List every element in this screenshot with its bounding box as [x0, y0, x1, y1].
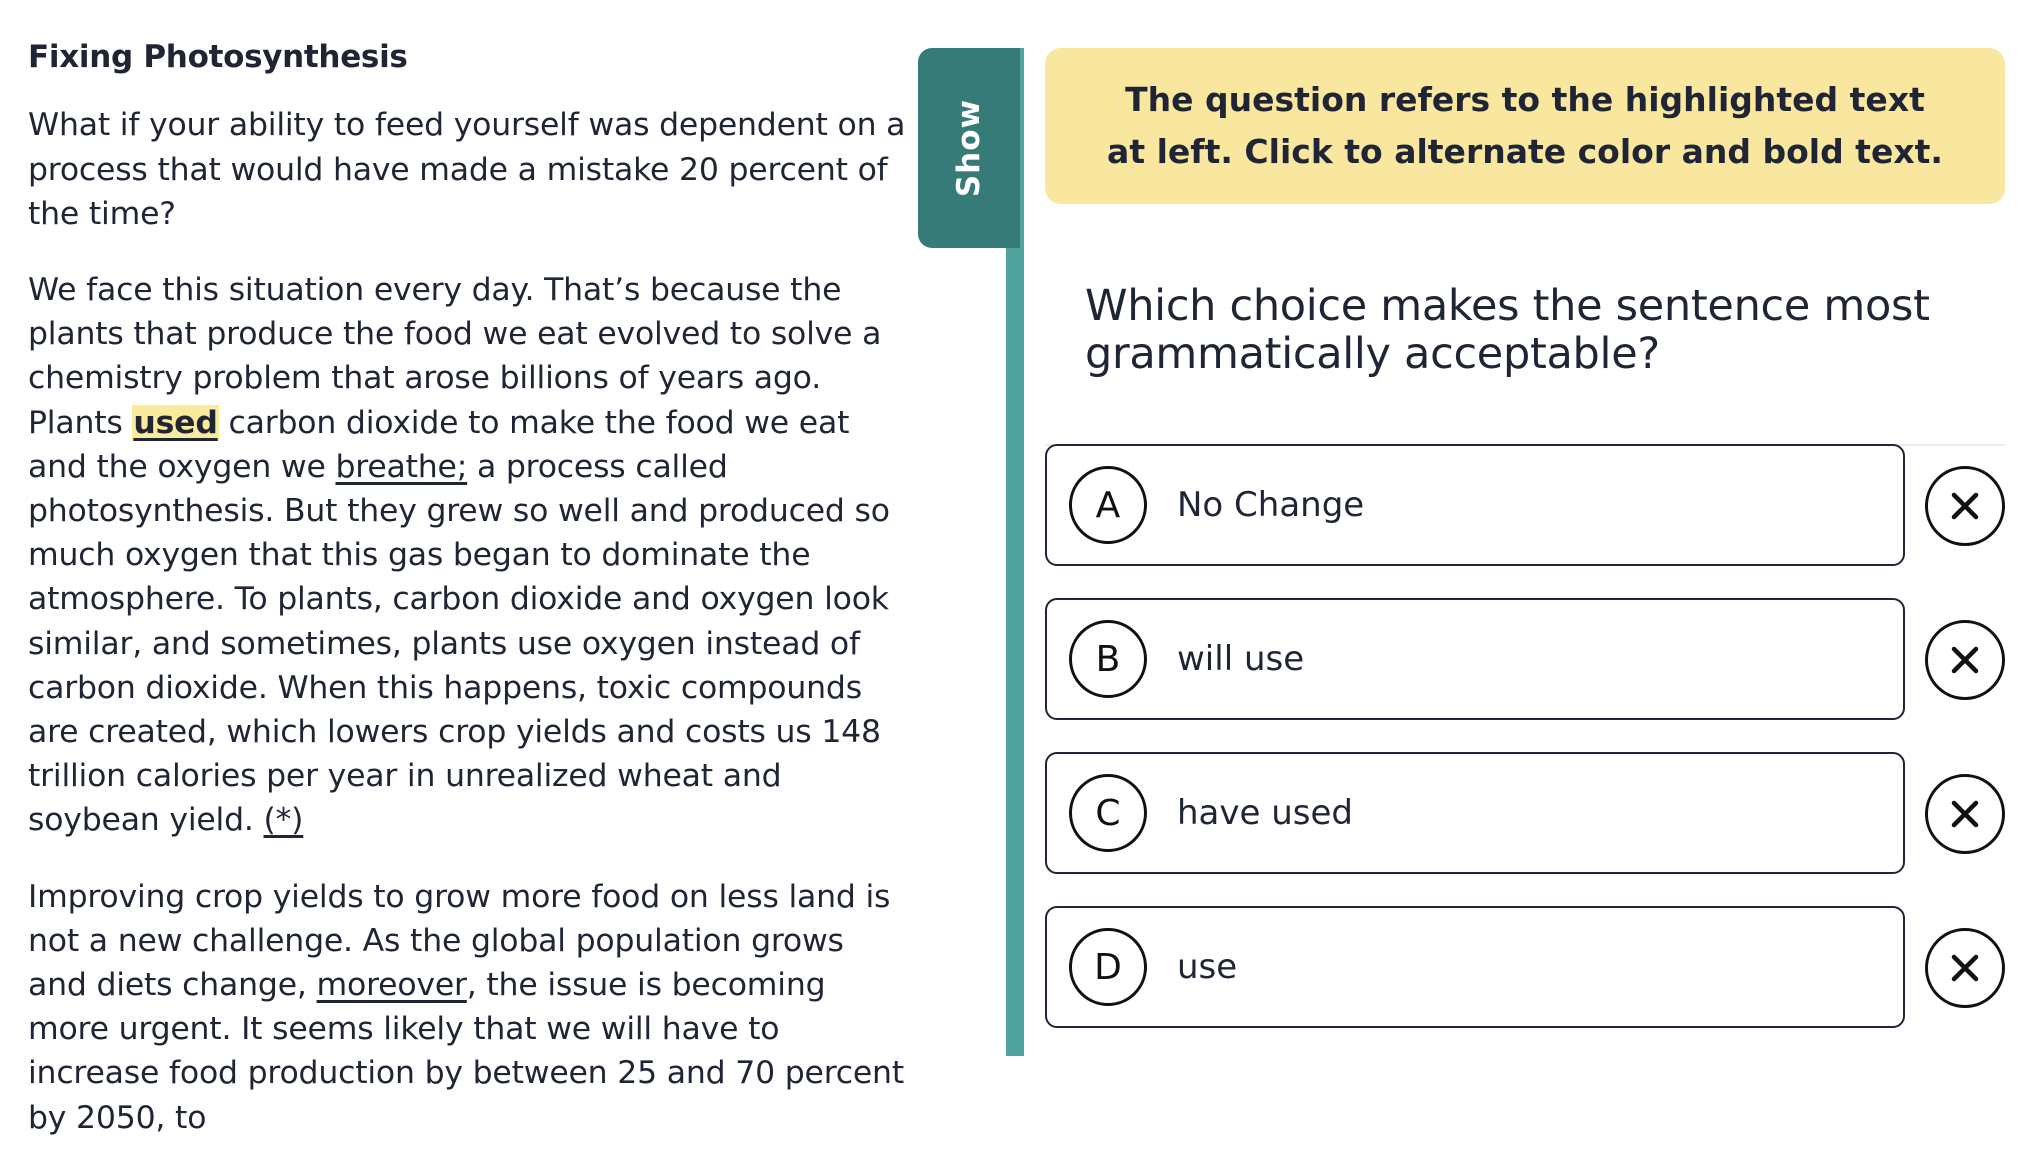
answer-choice-a[interactable]: [1045, 444, 1905, 566]
eliminate-choice-c-button[interactable]: [1925, 774, 2005, 854]
choice-text: use: [1177, 947, 1238, 987]
show-tab[interactable]: [918, 48, 1020, 248]
choice-text: have used: [1177, 793, 1353, 833]
highlighted-text[interactable]: used: [133, 404, 218, 441]
passage-text: Improving crop yields to grow more food on less land is not a new challenge. As the global population grows and diets change,: [28, 878, 891, 1004]
passage-paragraph-3: [28, 875, 908, 1140]
underlined-text[interactable]: moreover: [316, 967, 467, 1004]
footnote-link[interactable]: (*): [263, 802, 304, 839]
choice-letter: C: [1069, 774, 1147, 852]
choice-letter: D: [1069, 928, 1147, 1006]
show-tab-label: Show: [951, 98, 987, 198]
answer-choice-b[interactable]: [1045, 598, 1905, 720]
passage-paragraph-1: What if your ability to feed yourself was dependent on a process that would have made a mistake 20 percent of the time?: [28, 107, 906, 232]
eliminate-choice-a-button[interactable]: [1925, 466, 2005, 546]
underlined-text[interactable]: breathe;: [335, 448, 468, 485]
close-icon: [1947, 950, 1983, 986]
passage-text: carbon dioxide to make the food we eat and the oxygen we: [28, 404, 850, 485]
close-icon: [1947, 796, 1983, 832]
passage-text: , the issue is becoming more urgent. It seems likely that we will have to increase food production by between 25 and 70 percent by 2050, to: [28, 967, 904, 1136]
eliminate-choice-d-button[interactable]: [1925, 928, 2005, 1008]
close-icon: [1947, 642, 1983, 678]
choice-text: No Change: [1177, 485, 1365, 525]
passage-title: Fixing Photosynthesis: [28, 39, 408, 75]
passage-paragraph-2: [28, 268, 908, 843]
choice-text: will use: [1177, 639, 1305, 679]
instruction-text: The question refers to the highlighted text at left. Click to alternate color and bold text.: [1107, 80, 1943, 171]
passage-text: We face this situation every day. That’s because the plants that produce the food we eat evolved to solve a chemistry problem that arose billions of years ago. Plants: [28, 272, 882, 441]
passage-panel: [28, 36, 908, 1172]
close-icon: [1947, 488, 1983, 524]
question-stem: Which choice makes the sentence most grammatically acceptable?: [1085, 281, 1930, 379]
answer-choice-d[interactable]: [1045, 906, 1905, 1028]
instruction-banner[interactable]: [1045, 48, 2005, 204]
choice-letter: A: [1069, 466, 1147, 544]
eliminate-choice-b-button[interactable]: [1925, 620, 2005, 700]
passage-text: a process called photosynthesis. But they grew so well and produced so much oxygen that this gas began to dominate the atmosphere. To plants, carbon dioxide and oxygen look similar, and sometimes, plants use oxygen instead of carbon dioxide. When this happens, toxic compounds are created, which lowers crop yields and costs us 148 trillion calories per year in unrealized wheat and soybean yield.: [28, 448, 890, 839]
choice-letter: B: [1069, 620, 1147, 698]
answer-choice-c[interactable]: [1045, 752, 1905, 874]
